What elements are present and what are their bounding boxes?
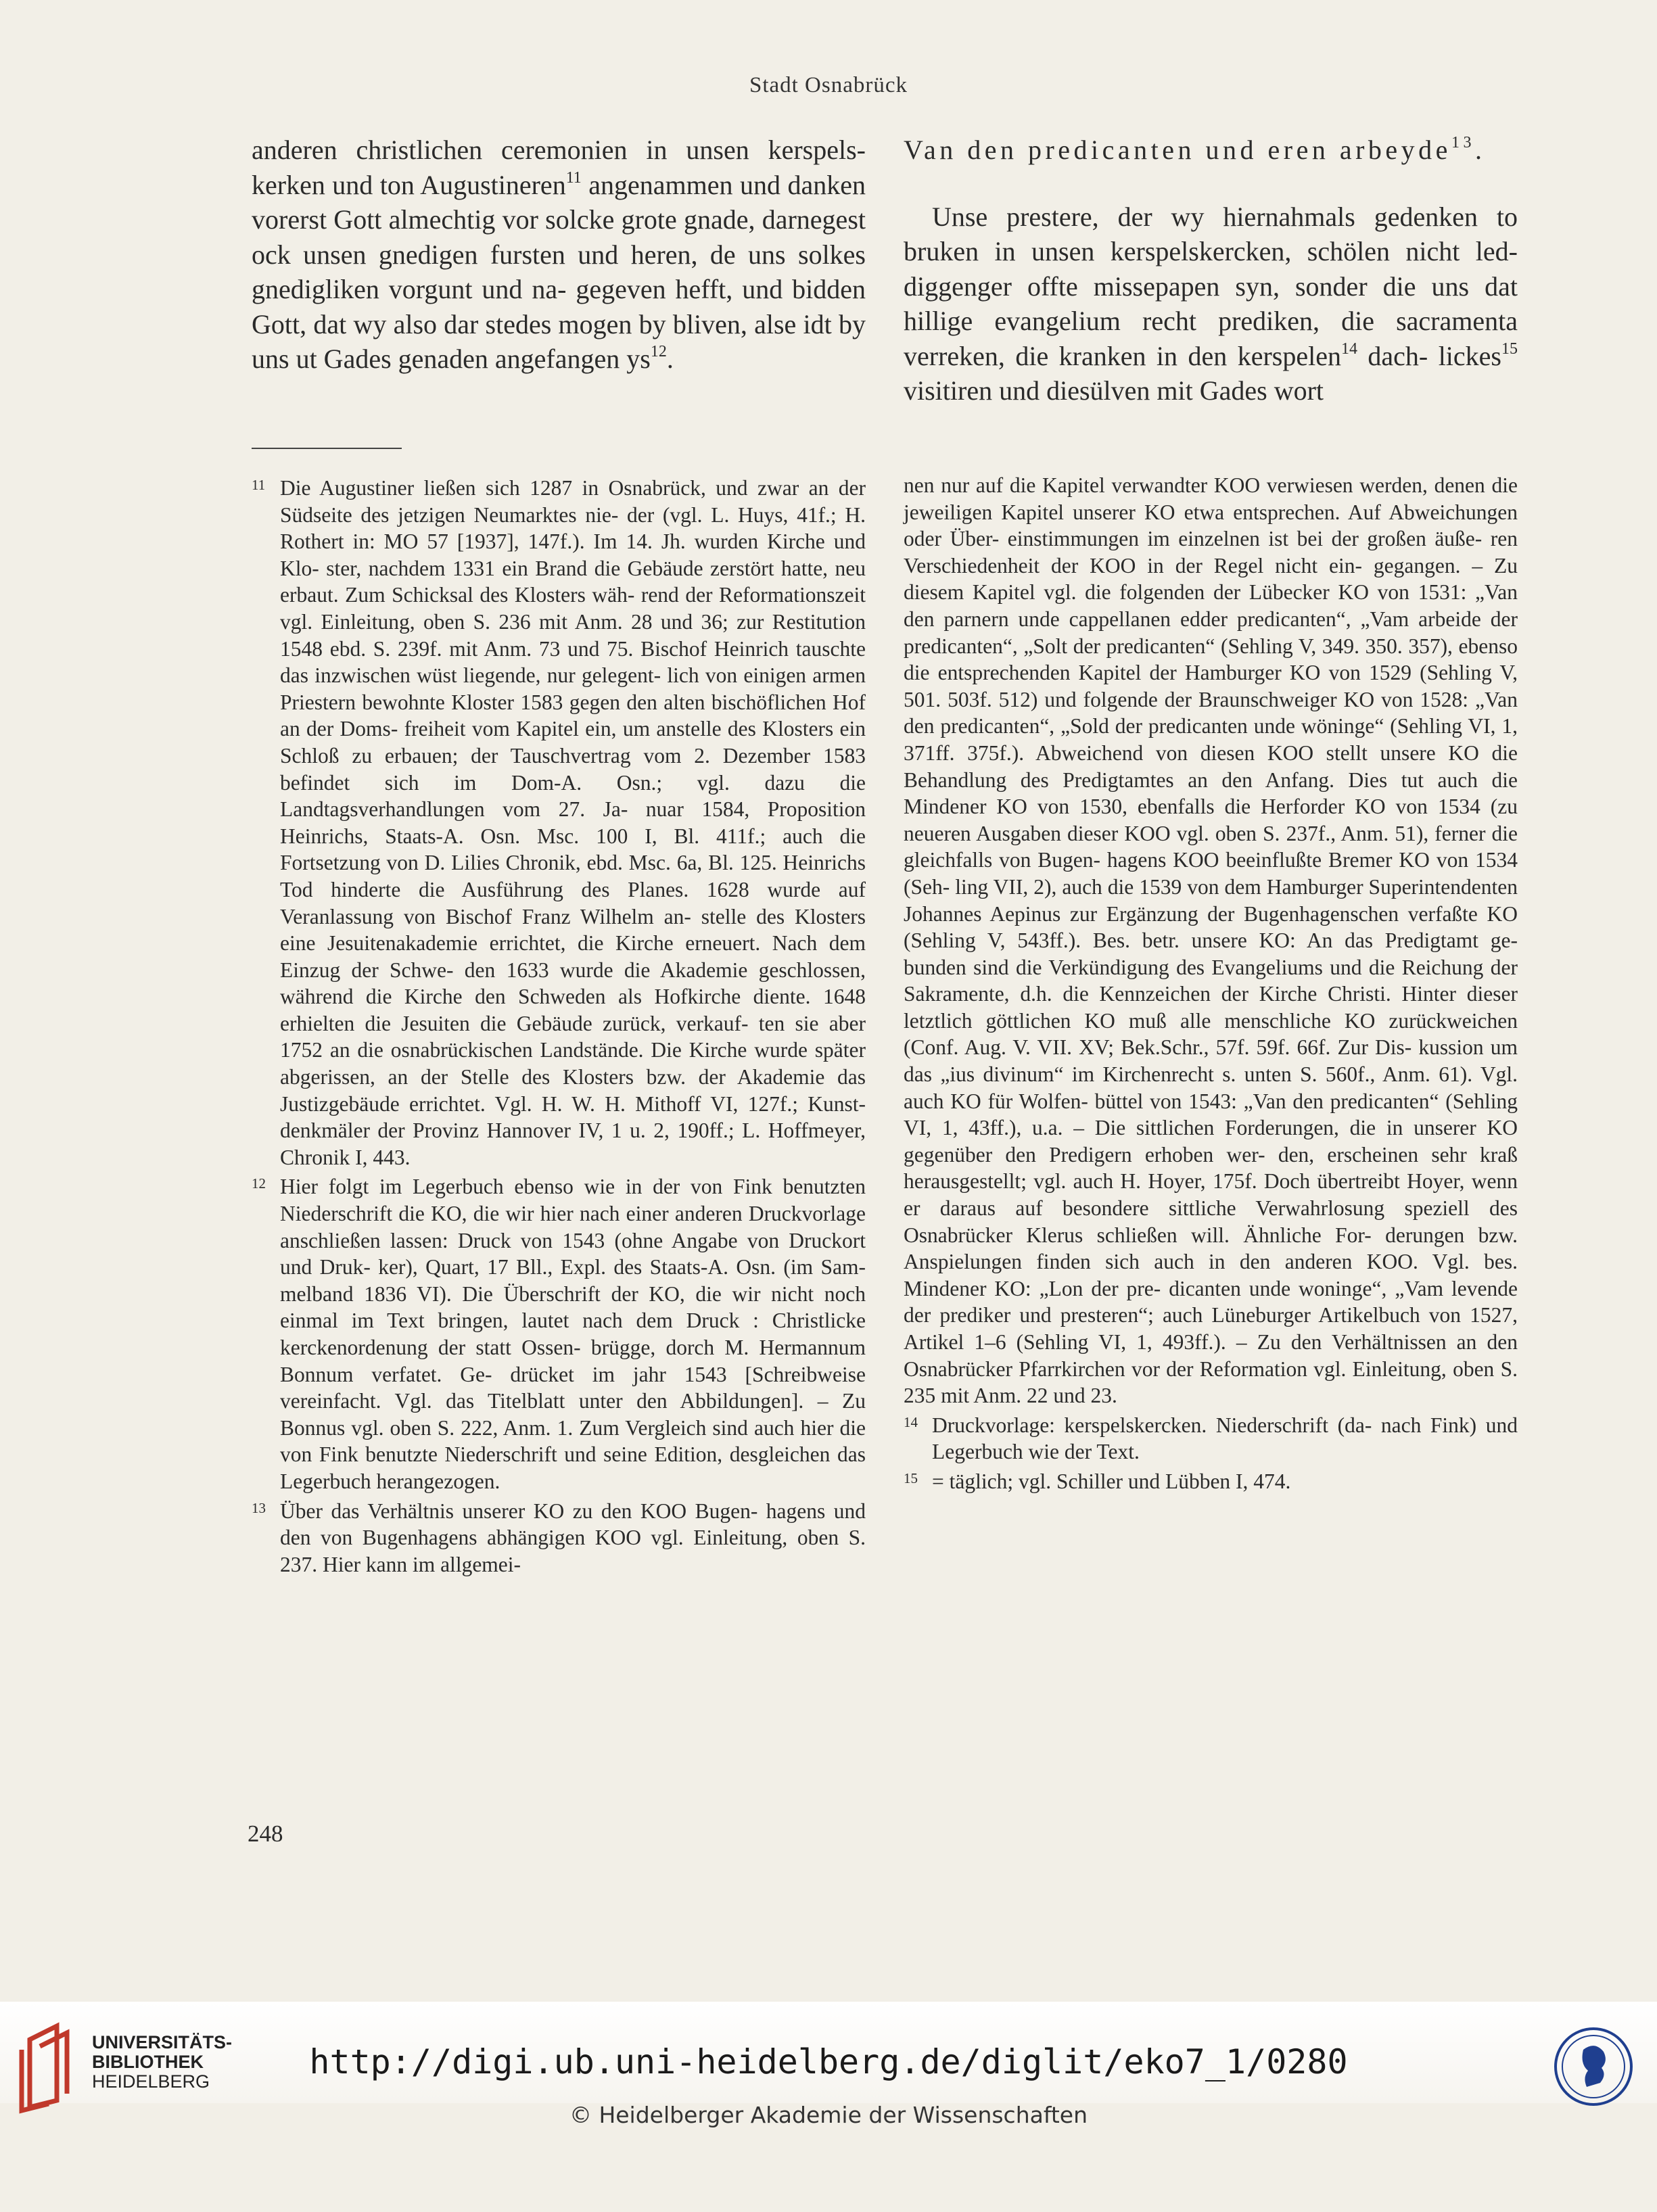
section-heading: Van den predicanten und eren arbeyde$^{13}$. [904, 134, 1486, 165]
page-number: 248 [248, 1820, 283, 1847]
right-body-text [904, 133, 1518, 408]
footnote-15: 15 = täglich; vgl. Schiller und Lübben I, 474. [904, 1469, 1291, 1493]
footnote-14: 14 Druckvorlage: kerspelskercken. Niederschrift (da- nach Fink) und Legerbuch wie der Text. [904, 1413, 1518, 1464]
footnote-13-continued: nen nur auf die Kapitel verwandter KOO verwiesen werden, denen die jeweiligen Kapitel unserer KO etwa entsprechen. Auf Abweichungen oder Über- einstimmungen im einzelnen ist bei der großen äuße- ren Verschiedenheit der KOO in der Regel nicht ein- gegangen. – Zu diesem Kapitel vgl. die folgenden der Lübecker KO von 1531: „Van den parnern unde cappellanen edder predicanten“, „Vam arbeide der predicanten“, „Solt der predicanten“ (Sehling V, 349. 350. 357), ebenso die entsprechenden Kapitel der Hamburger KO von 1529 (Sehling V, 501. 503f. 512) und folgende der Braunschweiger KO von 1528: „Van den predicanten“, „Sold der predicanten unde wöninge“ (Sehling VI, 1, 371ff. 375f.). Abweichend von diesen KOO stellt unsere KO die Behandlung des Predigtamtes an den Anfang. Dies tut auch die Mindener KO von 1530, ebenfalls die Herforder KO von 1534 (zu neueren Ausgaben dieser KOO vgl. oben S. 237f., Anm. 51), ferner die gleichfalls von Bugen- hagens KOO beeinflußte Bremer KO von 1534 (Seh- ling VII, 2), auch die 1539 von dem Hamburger Superintendenten Johannes Aepinus zur Ergänzung der Bugenhagenschen verfaßte KO (Sehling V, 543ff.). Bes. betr. unsere KO: An das Predigtamt ge- bunden sind die Verkündigung des Evangeliums und die Reichung der Sakramente, d.h. die Kennzeichen der Kirche Christi. Hinter dieser letztlich göttlichen KO muß alle menschliche KO zurückweichen (Conf. Aug. V. VII. XV; Bek.Schr., 57f. 59f. 66f. Zur Dis- kussion um das „ius divinum“ im Kirchenrecht s. unten S. 560f., Anm. 61). Vgl. auch KO für Wolfen- büttel von 1543: „Van den predicanten“ (Sehling VI, 1, 43ff.), u.a. – Die sittlichen Forderungen, die in unserer KO gegenüber den Predigern erhoben wer- den, erscheinen sehr kraß herausgestellt; vgl. auch H. Hoyer, 175f. Doch übertreibt Hoyer, wenn er daraus auf besondere sittliche Verwahrlosung speziell des Osnabrücker Klerus schließen will. Ähnliche For- derungen bzw. Anspielungen finden sich auch in den anderen KOO. Vgl. bes. Mindener KO: „Lon der pre- dicanten unde woninge“, „Vam levende der prediker und presteren“; auch Lüneburger Artikelbuch von 1527, Artikel 1–6 (Sehling VI, 1, 493ff.). – Zu den Verhältnissen an den Osnabrücker Pfarrkirchen vor der Reformation vgl. Einleitung, oben S. 235 mit Anm. 22 und 23. [904, 473, 1518, 1408]
library-name: UNIVERSITÄTS- BIBLIOTHEK HEIDELBERG [92, 2032, 233, 2092]
copyright-notice: © Heidelberger Akademie der Wissenschaften [569, 2102, 1088, 2128]
footnote-ref-12[interactable]: 12 [650, 343, 667, 360]
academy-seal-icon [1553, 2026, 1634, 2111]
footnote-ref-14[interactable]: 14 [1340, 339, 1357, 358]
footnote-separator [252, 448, 402, 449]
footnote-ref-15[interactable]: 15 [1501, 339, 1518, 358]
footnote-11: 11 Die Augustiner ließen sich 1287 in Osnabrück, und zwar an der Südseite des jetzigen Neumarktes nie- der (vgl. L. Huys, 41f.; H. Rothert in: MO 57 [1937], 147f.). Im 14. Jh. wurden Kirche und Klo- ster, nachdem 1331 ein Brand die Gebäude zerstört hatte, neu erbaut. Zum Schicksal des Klosters wäh- rend der Reformationszeit vgl. Einleitung, oben S. 236 mit Anm. 28 und 36; zur Restitution 1548 ebd. S. 239f. mit Anm. 73 und 75. Bischof Heinrich tauschte das inzwischen wüst liegende, nur gelegent- lich von einigen armen Priestern bewohnte Kloster 1583 gegen den alten bischöflichen Hof an der Doms- freiheit vom Kapitel ein, um anstelle des Klosters ein Schloß zu erbauen; der Tauschvertrag vom 2. Dezember 1583 befindet sich im Dom-A. Osn.; vgl. dazu die Landtagsverhandlungen vom 27. Ja- nuar 1584, Proposition Heinrichs, Staats-A. Osn. Msc. 100 I, Bl. 411f.; auch die Fortsetzung von D. Lilies Chronik, ebd. Msc. 6a, Bl. 125. Heinrichs Tod hinderte die Ausführung des Planes. 1628 wurde auf Veranlassung von Bischof Franz Wilhelm an- stelle des Klosters eine Jesuitenakademie errichtet, die Kirche erneuert. Nach dem Einzug der Schwe- den 1633 wurde die Akademie geschlossen, während die Kirche den Schweden als Hofkirche diente. 1648 erhielten die Jesuiten die Gebäude zurück, verkauf- ten sie aber 1752 an die osnabrückischen Landstände. Die Kirche wurde später abgerissen, an der Stelle des Klosters bzw. der Akademie das Justizgebäude errichtet. Vgl. H. W. H. Mithoff VI, 127f.; Kunst- denkmäler der Provinz Hannover IV, 1 u. 2, 190ff.; L. Hoffmeyer, Chronik I, 443. [252, 476, 866, 1169]
left-body-text [252, 133, 866, 377]
footnote-12: 12 Hier folgt im Legerbuch ebenso wie in der von Fink benutzten Niederschrift die KO, die wir hier nach einer anderen Druckvorlage anschließen lassen: Druck von 1543 (ohne Angabe von Druckort und Druk- ker), Quart, 17 Bll., Expl. des Staats-A. Osn. (im Sam- melband 1836 VI). Die Überschrift der KO, die wir nicht noch einmal im Text bringen, lautet nach dem Druck : Christlicke kerckenordenung der statt Ossen- brügge, dorch M. Hermannum Bonnum verfatet. Ge- drücket im jahr 1543 [Schreibweise vereinfacht. Vgl. das Titelblatt unter den Abbildungen]. – Zu Bonnus vgl. oben S. 222, Anm. 1. Zum Vergleich sind auch hier die von Fink benutzte Niederschrift und seine Edition, desgleichen das Legerbuch herangezogen. [252, 1175, 866, 1493]
right-paragraph: Unse prestere, der wy hiernahmals gedenken to bruken in unsen kerspelskercken, schölen nicht led- diggenger offte missepapen syn, sonder die uns dat hillige evangelium recht prediken, die sacramenta verreken, die kranken in den kerspelen$^{14}$ dach- lickes$^{15}$ visitiren und diesülven mit Gades wort [904, 201, 1518, 406]
footnote-13: 13 Über das Verhältnis unserer KO zu den KOO Bugen- hagens und den von Bugenhagens abhängigen KOO vgl. Einleitung, oben S. 237. Hier kann im allgemei- [252, 1499, 866, 1576]
left-paragraph: anderen christlichen ceremonien in unsen kerspels- kerken und ton Augustineren$^{11}$ angenammen und danken vorerst Gott almechtig vor solcke grote gnade, darnegest ock unsen gnedigen fursten und heren, de uns solkes gnedigliken vorgunt und na- gegeven hefft, und bidden Gott, dat wy also dar stedes mogen by bliven, alse idt by uns ut Gades genaden angefangen $ys^{12}$. [252, 135, 866, 374]
running-title: Stadt Osnabrück [749, 73, 908, 97]
footnote-ref-13[interactable]: 13 [1451, 134, 1475, 151]
footnotes-right [904, 472, 1518, 1495]
permalink-url[interactable]: http://digi.ub.uni-heidelberg.de/diglit/eko7_1/0280 [309, 2042, 1348, 2081]
footnote-ref-11[interactable]: 11 [565, 168, 582, 187]
footnotes-left [252, 472, 866, 1578]
